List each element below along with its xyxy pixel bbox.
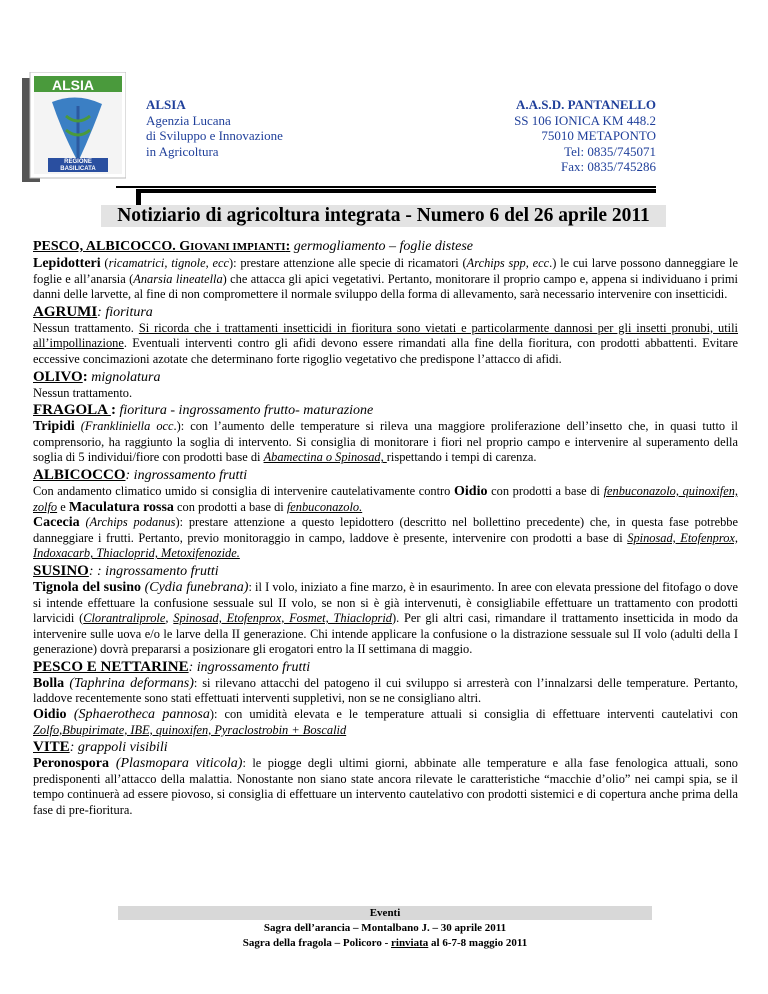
alsia-logo (22, 72, 126, 182)
farm-address2: 75010 METAPONTO (541, 128, 656, 143)
section-agrumi-heading: AGRUMI: fioritura (33, 303, 153, 320)
farm-name: A.A.S.D. PANTANELLO (515, 97, 656, 112)
section-olivo-text: Nessun trattamento. (33, 385, 133, 400)
events-title: Eventi (369, 907, 401, 919)
header-rule-thin (116, 186, 656, 188)
logo-region-text: REGIONE BASILICATA (60, 159, 96, 172)
page-title: Notiziario di agricoltura integrata - Numero 6 del 26 aprile 2011 (117, 205, 650, 226)
section-susino-text: Tignola del susino (Cydia funebrana): il I volo, iniziato a fine marzo, è in esaurimento. In aree con elevata pressione del fitofago o dove si intende effettuare la confusione sessuale sul II volo, se non si è già intervenuti, è consigliabile effettuare un trattamento con prodotti larvicidi (Clorantraliprole, Spinosad, Etofenprox, Fosmet, Thiacloprid). Per gli altri casi, rimandare il trattamento insetticida in modo da intervenire sulle uova e/o le larve della II generazione. Chi intende applicare la confusione o la distrazione sessuale sul II volo (adulti della I generazione) dovrà prepararsi a posizionare gli erogatori entro la II settimana di maggio. (33, 579, 739, 657)
section-fragola-heading: FRAGOLA : fioritura - ingrossamento frutto- maturazione (33, 402, 374, 419)
farm-block (514, 97, 656, 175)
event-arancia: Sagra dell’arancia – Montalbano J. – 30 aprile 2011 (263, 922, 507, 934)
section-pesco-text: Lepidotteri (ricamatrici, tignole, ecc): prestare attenzione alle specie di ricamatori (Archips spp, ecc.) le cui larve possono danneggiare le foglie e all’anarsia (Anarsia lineatella) che attacca gli apici vegetativi. Pertanto, monitorare il proprio campo e, appena si individuano i primi danni delle larvette, al fine di non compromettere il normale sviluppo della forma di allevamento, sarà necessario intervenire con insetticidi. (33, 256, 739, 302)
org-block (146, 97, 283, 159)
section-pesco-nettarine-bolla: Bolla (Taphrina deformans): si rilevano attacchi del patogeno il cui sviluppo si arresterà con l’innalzarsi delle temperature. Pertanto, laddove recentemente sono stati effettuati interventi suppletivi, non se ne consigliano altri. (33, 675, 738, 706)
header-rule-thick (136, 189, 656, 193)
section-olivo-heading: OLIVO: mignolatura (33, 368, 161, 385)
section-vite-heading: VITE: grappoli visibili (33, 739, 168, 756)
section-albicocco-text: Con andamento climatico umido si consiglia di intervenire cautelativamente contro Oidio con prodotti a base di fenbuconazolo, quinoxifen, zolfo e Maculatura rossa con prodotti a base di fenbuconazolo. (33, 483, 738, 515)
bulletin-content (33, 238, 738, 819)
farm-address1: SS 106 IONICA KM 448.2 (514, 112, 656, 128)
event-fragola: Sagra della fragola – Policoro - rinviata al 6-7-8 maggio 2011 (242, 937, 528, 949)
farm-fax: Fax: 0835/745286 (561, 159, 656, 174)
section-vite-text: Peronospora (Plasmopara viticola): le piogge degli ultimi giorni, abbinate alle temperature e alla fase fenologica attuali, sono predisponenti all’attacco della malattia. Nonostante non siano state ancora rilevate le caratteristiche “macchie d’olio” nei campi spia, se il tempo continuerà ad essere piovoso, si consiglia di effettuare un intervento cautelativo con prodotti sistemici e di copertura anche prima della fase di pre-fioritura. (33, 756, 738, 818)
section-albicocco-heading: ALBICOCCO: ingrossamento frutti (33, 466, 248, 483)
section-susino-heading: SUSINO: : ingrossamento frutti (33, 562, 219, 579)
logo-text: ALSIA (52, 77, 94, 93)
org-line1: Agenzia Lucana (146, 112, 231, 128)
section-pesco-heading: PESCO, ALBICOCCO. GIOVANI IMPIANTI: germogliamento – foglie distese (33, 239, 474, 254)
org-line3: in Agricoltura (146, 143, 219, 159)
events-box (118, 906, 652, 951)
section-pesco-nettarine-heading: PESCO E NETTARINE: ingrossamento frutti (33, 658, 311, 675)
farm-tel: Tel: 0835/745071 (564, 143, 656, 159)
section-fragola-text: Tripidi (Frankliniella occ.): con l’aumento delle temperature si rileva una maggiore proliferazione dell’insetto che, in quasi tutto il comprensorio, ha raggiunto la soglia di intervento. Si consiglia di monitorare i fiori nel proprio campo e intervenire al superamento della soglia di 5 individui/fiore con prodotti base di Abamectina o Spinosad, rispettando i tempi di carenza. (33, 419, 738, 465)
org-line2: di Sviluppo e Innovazione (146, 128, 283, 143)
section-agrumi-text: Nessun trattamento. Si ricorda che i trattamenti insetticidi in fioritura sono vietati e particolarmente dannosi per gli insetti pronubi, utili all’impollinazione. Eventuali interventi contro gli afidi devono essere rimandati alla fine della fioritura, con prodotti abbattenti. Evitare eccessive concimazioni azotate che determinano forte rigoglio vegetativo che predispone l’attacco di afidi. (33, 320, 739, 366)
section-pesco-nettarine-oidio: Oidio (Sphaerotheca pannosa): con umidità elevata e le temperature attuali si consiglia di effettuare interventi cautelativi con Zolfo,Bbupirimate, IBE, quinoxifen, Pyraclostrobin + Boscalid (33, 707, 738, 737)
section-albicocco-cacecia: Cacecia (Archips podanus): prestare attenzione a questo lepidottero (descritto nel bollettino precedente) che, in questa fase potrebbe danneggiare i frutti. Pertanto, previo monitoraggio in campo, laddove è presente, intervenire con prodotti a base di Spinosad, Etofenprox, Indoxacarb, Thiacloprid, Metoxifenozide. (33, 515, 738, 561)
org-name: ALSIA (146, 97, 186, 112)
